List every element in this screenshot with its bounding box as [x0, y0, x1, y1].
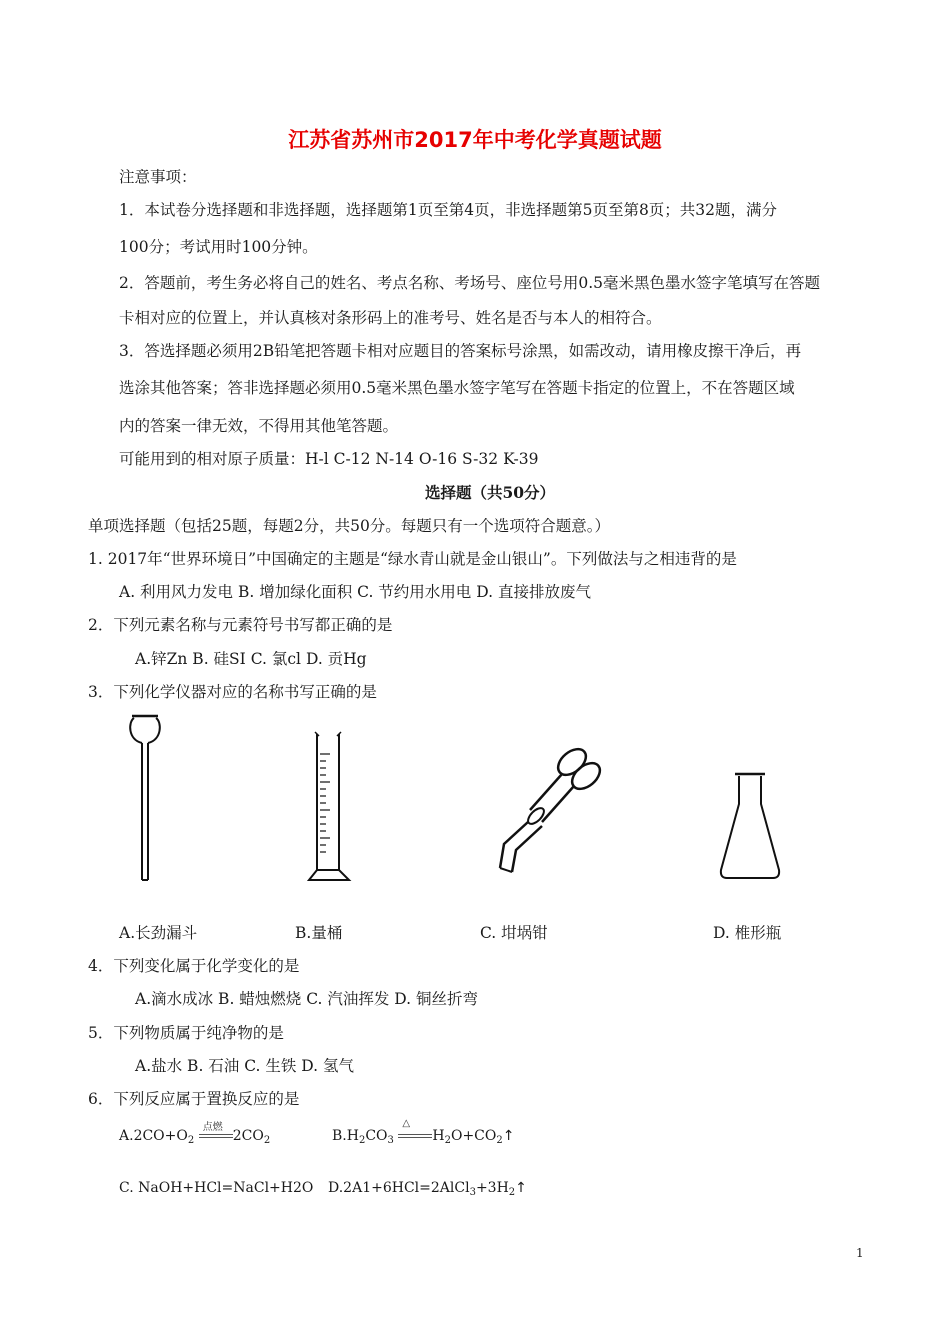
question-3-stem: 3．下列化学仪器对应的名称书写正确的是: [88, 683, 377, 701]
question-6-option-d: $D.2A1+6HCl=2AlCl_3+3H_2↑$: [328, 1180, 527, 1198]
question-6-option-a: $A.2CO+O_2$ 点燃 $2CO_2$: [119, 1122, 271, 1146]
page-number: 1: [856, 1246, 864, 1260]
gas-arrow-icon: ↑: [502, 1128, 515, 1144]
question-6-stem: 6．下列反应属于置换反应的是: [88, 1090, 300, 1108]
section-intro: 单项选择题（包括25题，每题2分，共50分。每题只有一个选项符合题意。）: [88, 517, 611, 535]
question-3-label-c: C. 坩埚钳: [480, 924, 548, 942]
question-4-options: A.滴水成冰 B. 蜡烛燃烧 C. 汽油挥发 D. 铜丝折弯: [135, 990, 479, 1008]
question-3-label-d: D. 椎形瓶: [713, 924, 782, 942]
question-2-options: A.锌Zn B. 硅SI C. 氯cl D. 贡Hg: [135, 650, 367, 668]
notice-item-1-line-1: 1．本试卷分选择题和非选择题，选择题第1页至第4页，非选择题第5页至第8页；共32题，满分: [119, 201, 778, 219]
page-title: 江苏省苏州市2017年中考化学真题试题: [288, 128, 662, 152]
atomic-masses: 可能用到的相对原子质量：H-l C-12 N-14 O-16 S-32 K-39: [119, 450, 539, 468]
notice-item-3-line-3: 内的答案一律无效，不得用其他笔答题。: [119, 417, 399, 435]
reaction-condition-ignite: 点燃: [199, 1128, 233, 1144]
long-stem-funnel-icon: [120, 712, 170, 887]
notice-item-2-line-1: 2．答题前，考生务必将自己的姓名、考点名称、考场号、座位号用0.5毫米黑色墨水签字笔填写在答题: [119, 274, 821, 292]
question-2-stem: 2．下列元素名称与元素符号书写都正确的是: [88, 616, 393, 634]
crucible-tongs-icon: [490, 740, 610, 880]
notice-item-1-line-2: 100分；考试用时100分钟。: [119, 238, 318, 256]
question-5-stem: 5．下列物质属于纯净物的是: [88, 1024, 284, 1042]
section-title: 选择题（共50分）: [424, 483, 556, 502]
question-6-option-c: C. NaOH+HCl=NaCl+H2O: [119, 1180, 314, 1196]
notice-item-3-line-1: 3．答选择题必须用2B铅笔把答题卡相对应题目的答案标号涂黑，如需改动，请用橡皮擦干净后，再: [119, 342, 802, 360]
gas-arrow-icon: ↑: [515, 1180, 527, 1196]
graduated-cylinder-icon: [305, 730, 355, 885]
notice-item-3-line-2: 选涂其他答案；答非选择题必须用0.5毫米黑色墨水签字笔写在答题卡指定的位置上，不在答题区域: [119, 379, 795, 397]
question-4-stem: 4．下列变化属于化学变化的是: [88, 957, 300, 975]
question-3-label-a: A.长劲漏斗: [119, 924, 198, 942]
reaction-condition-heat: △: [398, 1128, 432, 1144]
question-1-stem: 1. 2017年“世界环境日”中国确定的主题是“绿水青山就是金山银山”。下列做法与之相违背的是: [88, 550, 737, 568]
conical-flask-icon: [715, 770, 785, 885]
question-3-label-b: B.量桶: [295, 924, 343, 942]
question-6-option-b: $B.H_2CO_3$ △ $H_2O+CO_2↑$: [332, 1118, 515, 1146]
question-1-options: A. 利用风力发电 B. 增加绿化面积 C. 节约用水用电 D. 直接排放废气: [119, 583, 591, 601]
notice-item-2-line-2: 卡相对应的位置上，并认真核对条形码上的准考号、姓名是否与本人的相符合。: [119, 309, 662, 327]
notice-heading: 注意事项：: [119, 168, 197, 186]
question-5-options: A.盐水 B. 石油 C. 生铁 D. 氢气: [135, 1057, 355, 1075]
